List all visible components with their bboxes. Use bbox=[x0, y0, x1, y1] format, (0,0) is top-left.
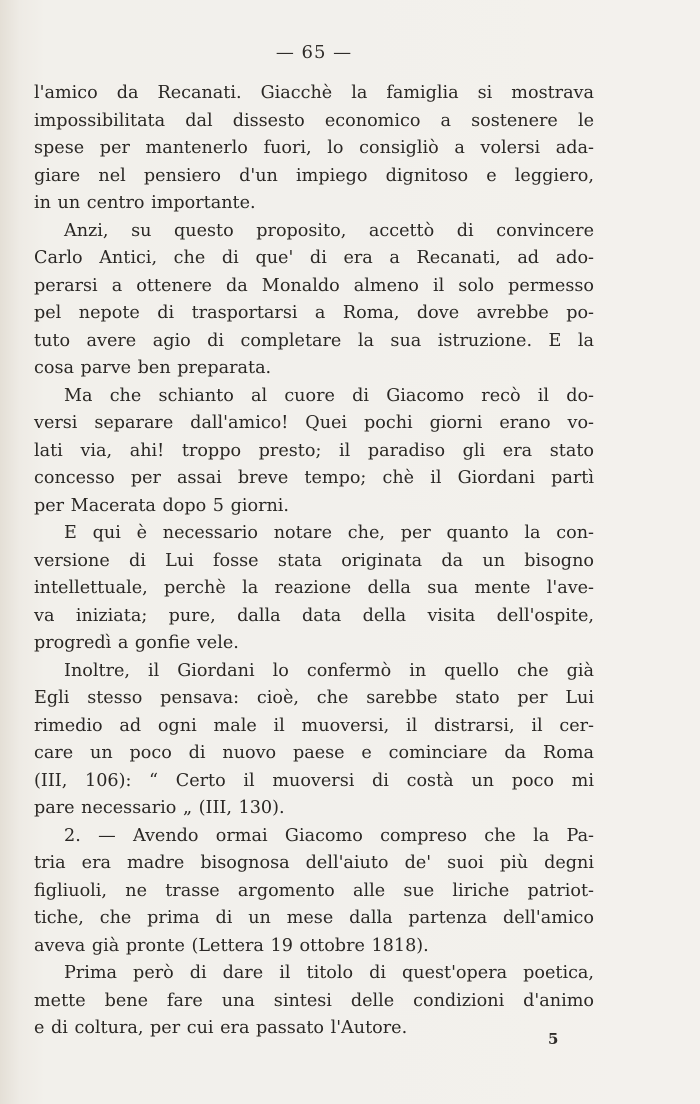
text-line: versione di Lui fosse stata originata da un bisogno bbox=[34, 550, 594, 571]
text-line: Carlo Antici, che di que' di era a Recanati, ad ado- bbox=[34, 248, 594, 268]
text-line: care un poco di nuovo paese e cominciare da Roma bbox=[34, 743, 594, 763]
text-line: E qui è necessario notare che, per quanto la con- bbox=[64, 523, 594, 543]
text-line: progredì a gonfie vele. bbox=[34, 633, 239, 653]
text-line: impossibilitata dal dissesto economico a sostenere le bbox=[34, 110, 594, 131]
text-line: tria era madre bisognosa dell'aiuto de' suoi più degni bbox=[34, 853, 594, 873]
text-line: rimedio ad ogni male il muoversi, il distrarsi, il cer- bbox=[34, 715, 594, 736]
text-line: in un centro importante. bbox=[34, 193, 256, 213]
text-line: giare nel pensiero d'un impiego dignitoso e leggiero, bbox=[34, 165, 594, 186]
text-line: aveva già pronte (Lettera 19 ottobre 1818). bbox=[34, 935, 429, 956]
text-line: pare necessario „ (III, 130). bbox=[34, 798, 285, 818]
text-line: Ma che schianto al cuore di Giacomo recò il do- bbox=[64, 385, 594, 406]
text-line: e di coltura, per cui era passato l'Autore. bbox=[34, 1018, 408, 1038]
text-line: 2. — Avendo ormai Giacomo compreso che la Pa- bbox=[64, 825, 594, 846]
text-line: versi separare dall'amico! Quei pochi giorni erano vo- bbox=[34, 413, 594, 433]
text-line: lati via, ahi! troppo presto; il paradiso gli era stato bbox=[34, 440, 594, 461]
text-line: perarsi a ottenere da Monaldo almeno il solo permesso bbox=[34, 275, 594, 296]
text-line: va iniziata; pure, dalla data della visita dell'ospite, bbox=[34, 605, 594, 626]
text-line: intellettuale, perchè la reazione della sua mente l'ave- bbox=[34, 578, 594, 598]
text-line: Prima però di dare il titolo di quest'opera poetica, bbox=[64, 963, 594, 983]
text-line: Inoltre, il Giordani lo confermò in quello che già bbox=[64, 660, 594, 681]
page-number: — 65 — bbox=[275, 42, 353, 63]
text-line: spese per mantenerlo fuori, lo consigliò a volersi ada- bbox=[34, 138, 594, 158]
text-line: cosa parve ben preparata. bbox=[34, 358, 272, 378]
text-line: mette bene fare una sintesi delle condizioni d'animo bbox=[34, 990, 594, 1011]
text-line: Egli stesso pensava: cioè, che sarebbe stato per Lui bbox=[34, 688, 594, 708]
text-line: tiche, che prima di un mese dalla partenza dell'amico bbox=[34, 908, 594, 928]
body-text bbox=[34, 80, 594, 1043]
text-line: pel nepote di trasportarsi a Roma, dove avrebbe po- bbox=[34, 303, 594, 323]
text-line: tuto avere agio di completare la sua istruzione. E la bbox=[34, 330, 594, 351]
text-line: per Macerata dopo 5 giorni. bbox=[34, 495, 290, 516]
text-line: (III, 106): “ Certo il muoversi di costà un poco mi bbox=[34, 770, 594, 791]
text-line: concesso per assai breve tempo; chè il Giordani partì bbox=[34, 468, 594, 488]
text-line: l'amico da Recanati. Giacchè la famiglia si mostrava bbox=[34, 83, 594, 103]
signature-mark: 5 bbox=[548, 1030, 559, 1048]
text-line: Anzi, su questo proposito, accettò di convincere bbox=[64, 220, 594, 241]
text-line: figliuoli, ne trasse argomento alle sue liriche patriot- bbox=[34, 880, 594, 901]
